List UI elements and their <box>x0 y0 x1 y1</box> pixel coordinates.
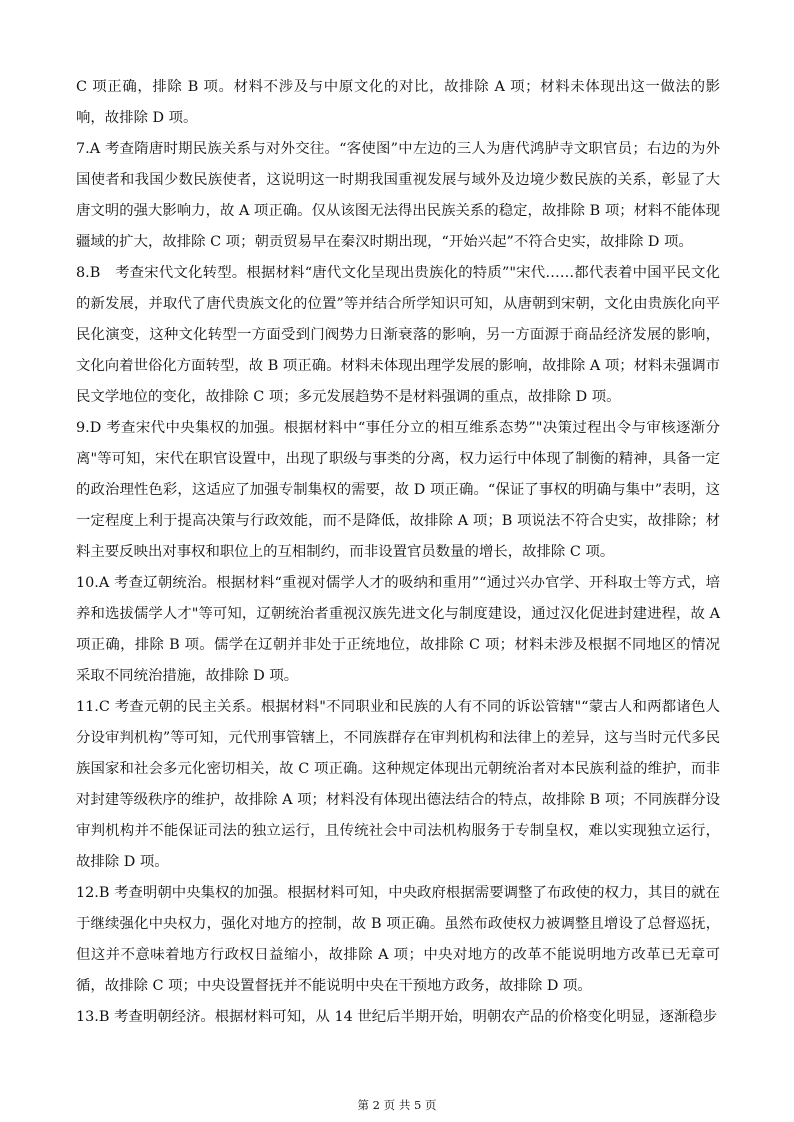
answer-paragraph-9: 9.D 考查宋代中央集权的加强。根据材料中“事任分立的相互维系态势”"决策过程出令与审核逐渐分离"等可知，宋代在职官设置中，出现了职级与事类的分离，权力运行中体现了制衡的精神，具备一定的政治理性色彩，这适应了加强专制集权的需要，故 D 项正确。“保证了事权的明确与集中”表明，这一定程度上利于提高决策与行政效能，而不是降低，故排除 A 项；B 项说法不符合史实，故排除；材料主要反映出对事权和职位上的互相制约，而非设置官员数量的增长，故排除 C 项。 <box>76 420 720 560</box>
answer-paragraph-continuation: C 项正确，排除 B 项。材料不涉及与中原文化的对比，故排除 A 项；材料未体现出这一做法的影响，故排除 D 项。 <box>76 79 720 126</box>
answer-paragraph-11: 11.C 考查元朝的民主关系。根据材料"不同职业和民族的人有不同的诉讼管辖"“蒙古人和两都诸色人分设审判机构”等可知，元代刑事管辖上，不同族群存在审判机构和法律上的差异，这与当时元代多民族国家和社会多元化密切相关，故 C 项正确。这种规定体现出元朝统治者对本民族利益的维护，而非对封建等级秩序的维护，故排除 A 项；材料没有体现出德法结合的特点，故排除 B 项；不同族群分设审判机构并不能保证司法的独立运行，且传统社会中司法机构服务于专制皇权，难以实现独立运行，故排除 D 项。 <box>76 699 720 870</box>
answer-paragraph-8: 8.B 考查宋代文化转型。根据材料“唐代文化呈现出贵族化的特质”"宋代……都代表着中国平民文化的新发展，并取代了唐代贵族文化的位置”等并结合所学知识可知，从唐朝到宋朝，文化由贵族化向平民化演变，这种文化转型一方面受到门阀势力日渐衰落的影响，另一方面源于商品经济发展的影响，文化向着世俗化方面转型，故 B 项正确。材料未体现出理学发展的影响，故排除 A 项；材料未强调市民文学地位的变化，故排除 C 项；多元发展趋势不是材料强调的重点，故排除 D 项。 <box>76 265 720 405</box>
answer-paragraph-10: 10.A 考查辽朝统治。根据材料“重视对儒学人才的吸纳和重用”“通过兴办官学、开科取士等方式，培养和选拔儒学人才"等可知，辽朝统治者重视汉族先进文化与制度建设，通过汉化促进封建进程，故 A 项正确，排除 B 项。儒学在辽朝并非处于正统地位，故排除 C 项；材料未涉及根据不同地区的情况采取不同统治措施，故排除 D 项。 <box>76 575 720 684</box>
page-number-footer: 第 2 页 共 5 页 <box>357 1098 437 1112</box>
answer-paragraph-12: 12.B 考查明朝中央集权的加强。根据材料可知，中央政府根据需要调整了布政使的权力，其目的就在于继续强化中央权力，强化对地方的控制，故 B 项正确。虽然布政使权力被调整且增设了总督巡抚，但这并不意味着地方行政权日益缩小，故排除 A 项；中央对地方的改革不能说明地方改革已无章可循，故排除 C 项；中央设置督抚并不能说明中央在干预地方政务，故排除 D 项。 <box>76 885 720 994</box>
answer-paragraph-13: 13.B 考查明朝经济。根据材料可知，从 14 世纪后半期开始，明朝农产品的价格变化明显，逐渐稳步 <box>76 1009 718 1025</box>
answer-text-body <box>76 72 720 1033</box>
answer-paragraph-7: 7.A 考查隋唐时期民族关系与对外交往。“客使图”中左边的三人为唐代鸿胪寺文职官员；右边的为外国使者和我国少数民族使者，这说明这一时期我国重视发展与域外及边境少数民族的关系，彰显了大唐文明的强大影响力，故 A 项正确。仅从该图无法得出民族关系的稳定，故排除 B 项；材料不能体现疆域的扩大，故排除 C 项；朝贡贸易早在秦汉时期出现，“开始兴起”不符合史实，故排除 D 项。 <box>76 141 720 250</box>
